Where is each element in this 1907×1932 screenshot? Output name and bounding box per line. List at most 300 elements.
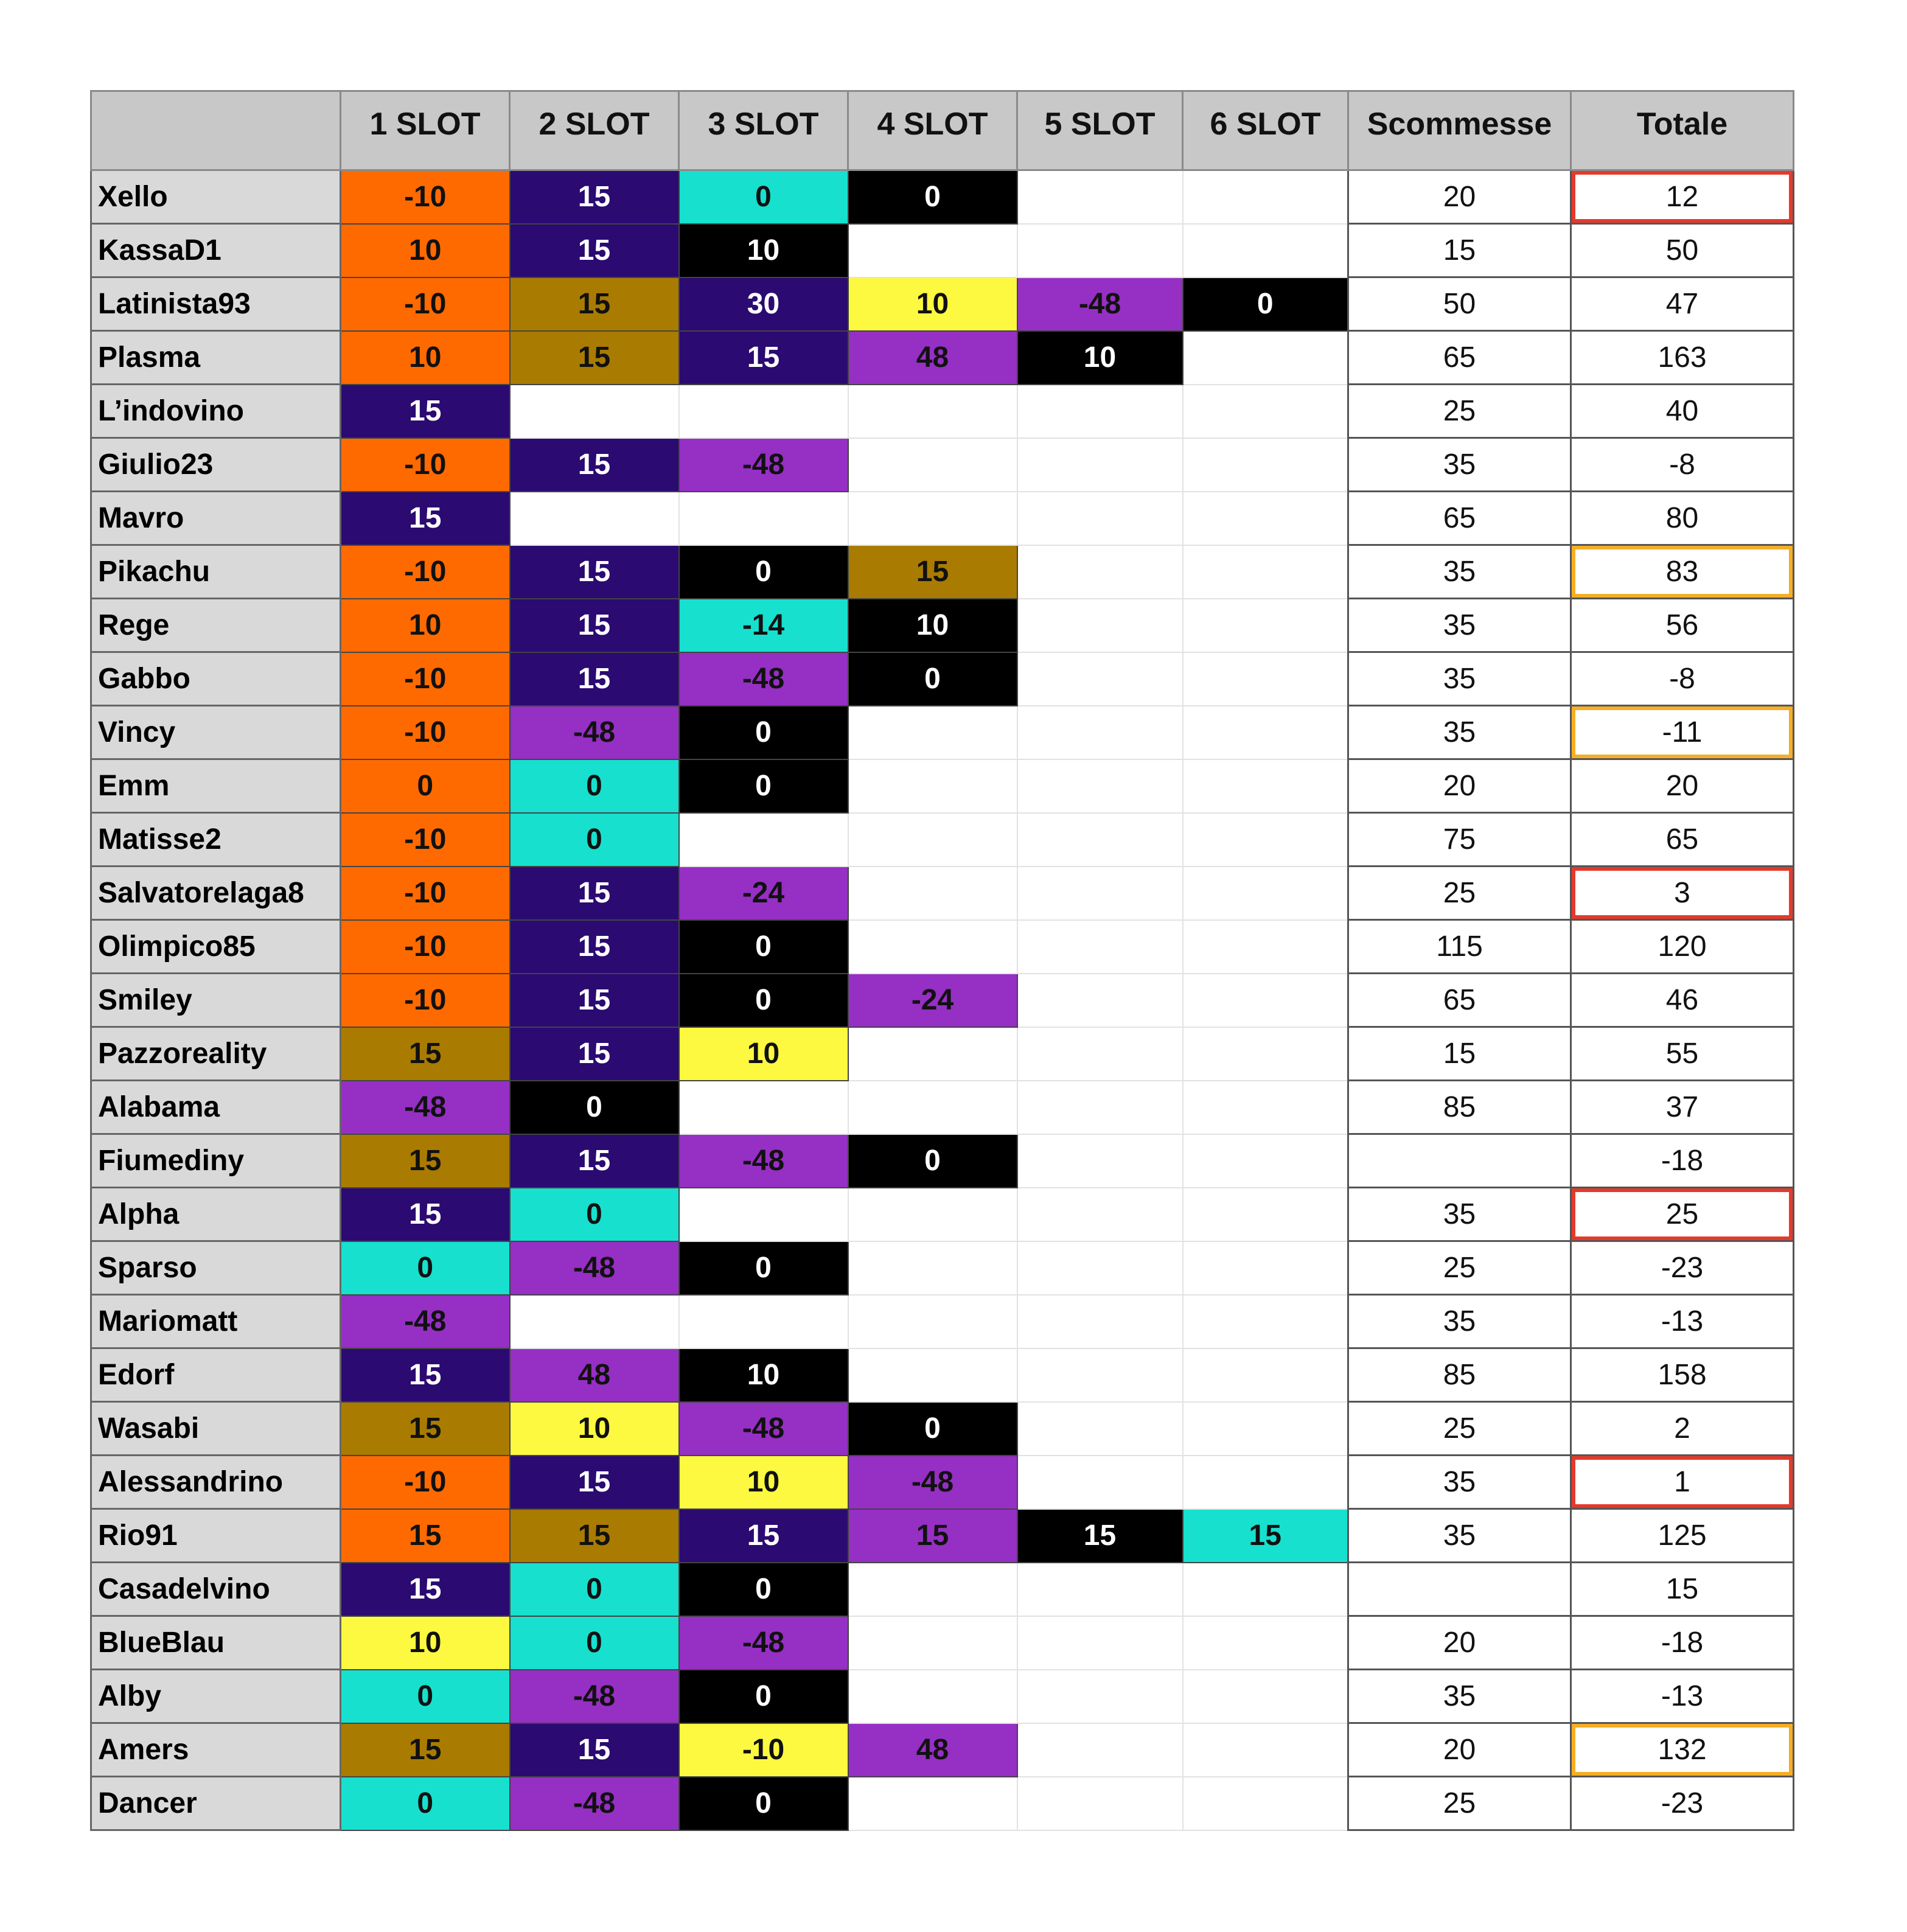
slot-2-cell[interactable]: 48 xyxy=(510,1348,679,1402)
slot-4-cell[interactable]: -24 xyxy=(848,974,1017,1027)
player-name[interactable]: KassaD1 xyxy=(91,224,341,277)
slot-5-cell[interactable]: 10 xyxy=(1017,331,1183,385)
slot-4-cell[interactable] xyxy=(848,813,1017,867)
scommesse-cell[interactable]: 75 xyxy=(1348,813,1571,867)
slot-2-cell[interactable]: 15 xyxy=(510,920,679,974)
slot-4-cell[interactable] xyxy=(848,1777,1017,1830)
slot-6-cell[interactable] xyxy=(1183,1402,1348,1456)
player-name[interactable]: Pikachu xyxy=(91,545,341,599)
player-name[interactable]: Sparso xyxy=(91,1241,341,1295)
scommesse-cell[interactable]: 15 xyxy=(1348,224,1571,277)
slot-2-cell[interactable]: 0 xyxy=(510,759,679,813)
slot-5-cell[interactable] xyxy=(1017,1777,1183,1830)
slot-3-cell[interactable]: 0 xyxy=(679,1563,848,1616)
slot-2-cell[interactable]: 0 xyxy=(510,1081,679,1134)
slot-3-cell[interactable]: 0 xyxy=(679,1241,848,1295)
slot-4-cell[interactable] xyxy=(848,385,1017,438)
slot-4-cell[interactable]: 10 xyxy=(848,599,1017,652)
player-name[interactable]: Edorf xyxy=(91,1348,341,1402)
slot-3-cell[interactable] xyxy=(679,492,848,545)
scommesse-cell[interactable]: 65 xyxy=(1348,974,1571,1027)
slot-6-cell[interactable] xyxy=(1183,331,1348,385)
totale-cell[interactable]: 56 xyxy=(1571,599,1794,652)
slot-2-cell[interactable]: 15 xyxy=(510,974,679,1027)
player-name[interactable]: Matisse2 xyxy=(91,813,341,867)
slot-2-cell[interactable]: 15 xyxy=(510,277,679,331)
slot-5-cell[interactable] xyxy=(1017,706,1183,759)
slot-5-cell[interactable] xyxy=(1017,652,1183,706)
player-name[interactable]: Wasabi xyxy=(91,1402,341,1456)
slot-5-cell[interactable] xyxy=(1017,867,1183,920)
slot-3-cell[interactable]: 15 xyxy=(679,331,848,385)
slot-2-cell[interactable]: 0 xyxy=(510,1563,679,1616)
player-name[interactable]: Latinista93 xyxy=(91,277,341,331)
slot-6-cell[interactable] xyxy=(1183,1616,1348,1670)
header-slot-3: 3 SLOT xyxy=(679,91,848,170)
scommesse-cell[interactable]: 85 xyxy=(1348,1348,1571,1402)
slot-5-cell[interactable] xyxy=(1017,599,1183,652)
slot-2-cell[interactable]: 15 xyxy=(510,1509,679,1563)
slot-6-cell[interactable] xyxy=(1183,1563,1348,1616)
slot-5-cell[interactable] xyxy=(1017,385,1183,438)
player-name[interactable]: Alessandrino xyxy=(91,1456,341,1509)
slot-2-cell[interactable]: 15 xyxy=(510,1456,679,1509)
scommesse-cell[interactable]: 35 xyxy=(1348,706,1571,759)
slot-3-cell[interactable] xyxy=(679,1295,848,1348)
slot-5-cell[interactable] xyxy=(1017,813,1183,867)
slot-5-cell[interactable]: -48 xyxy=(1017,277,1183,331)
slot-6-cell[interactable] xyxy=(1183,1241,1348,1295)
slot-1-cell[interactable]: -10 xyxy=(341,438,510,492)
slot-6-cell[interactable] xyxy=(1183,920,1348,974)
slot-1-cell[interactable]: 0 xyxy=(341,1670,510,1723)
player-name[interactable]: Rege xyxy=(91,599,341,652)
totale-cell[interactable]: 1 xyxy=(1571,1456,1794,1509)
slot-3-cell[interactable] xyxy=(679,1081,848,1134)
scommesse-cell[interactable]: 35 xyxy=(1348,1295,1571,1348)
totale-cell[interactable]: 80 xyxy=(1571,492,1794,545)
slot-5-cell[interactable] xyxy=(1017,1295,1183,1348)
slot-2-cell[interactable] xyxy=(510,385,679,438)
slot-1-cell[interactable]: -10 xyxy=(341,813,510,867)
slot-1-cell[interactable]: 0 xyxy=(341,1777,510,1830)
slot-1-cell[interactable]: 10 xyxy=(341,331,510,385)
slot-3-cell[interactable]: 0 xyxy=(679,1670,848,1723)
slot-2-cell[interactable]: 15 xyxy=(510,867,679,920)
totale-cell[interactable]: 132 xyxy=(1571,1723,1794,1777)
scommesse-cell[interactable]: 35 xyxy=(1348,545,1571,599)
header-slot-2: 2 SLOT xyxy=(510,91,679,170)
slot-4-cell[interactable] xyxy=(848,706,1017,759)
slot-6-cell[interactable] xyxy=(1183,652,1348,706)
totale-cell[interactable]: 163 xyxy=(1571,331,1794,385)
slot-3-cell[interactable]: 0 xyxy=(679,170,848,224)
slot-6-cell[interactable] xyxy=(1183,438,1348,492)
slot-6-cell[interactable] xyxy=(1183,224,1348,277)
slot-5-cell[interactable] xyxy=(1017,1241,1183,1295)
slot-2-cell[interactable]: 15 xyxy=(510,331,679,385)
scommesse-cell[interactable]: 65 xyxy=(1348,331,1571,385)
slot-4-cell[interactable]: 48 xyxy=(848,331,1017,385)
player-name[interactable]: Pazzoreality xyxy=(91,1027,341,1081)
slot-1-cell[interactable]: 15 xyxy=(341,1402,510,1456)
slot-1-cell[interactable]: 15 xyxy=(341,1348,510,1402)
slot-5-cell[interactable] xyxy=(1017,1723,1183,1777)
slot-1-cell[interactable]: -10 xyxy=(341,170,510,224)
slot-4-cell[interactable] xyxy=(848,1670,1017,1723)
slot-2-cell[interactable]: 0 xyxy=(510,1188,679,1241)
slot-4-cell[interactable]: 0 xyxy=(848,1402,1017,1456)
player-name[interactable]: Dancer xyxy=(91,1777,341,1830)
slot-3-cell[interactable]: -10 xyxy=(679,1723,848,1777)
slot-2-cell[interactable]: 15 xyxy=(510,1723,679,1777)
totale-cell[interactable]: 25 xyxy=(1571,1188,1794,1241)
slot-6-cell[interactable] xyxy=(1183,1456,1348,1509)
slot-1-cell[interactable]: 15 xyxy=(341,492,510,545)
slot-1-cell[interactable]: -10 xyxy=(341,277,510,331)
slot-5-cell[interactable] xyxy=(1017,1348,1183,1402)
scommesse-cell[interactable] xyxy=(1348,1563,1571,1616)
slot-2-cell[interactable]: 15 xyxy=(510,170,679,224)
scommesse-cell[interactable]: 25 xyxy=(1348,867,1571,920)
slot-4-cell[interactable] xyxy=(848,492,1017,545)
slot-6-cell[interactable] xyxy=(1183,1188,1348,1241)
slot-3-cell[interactable]: 0 xyxy=(679,920,848,974)
slot-5-cell[interactable]: 15 xyxy=(1017,1509,1183,1563)
slot-6-cell[interactable] xyxy=(1183,1348,1348,1402)
slot-2-cell[interactable]: 15 xyxy=(510,438,679,492)
slot-5-cell[interactable] xyxy=(1017,1027,1183,1081)
slot-6-cell[interactable]: 0 xyxy=(1183,277,1348,331)
slot-5-cell[interactable] xyxy=(1017,920,1183,974)
slot-4-cell[interactable] xyxy=(848,920,1017,974)
totale-cell[interactable]: -18 xyxy=(1571,1616,1794,1670)
slot-4-cell[interactable]: 0 xyxy=(848,170,1017,224)
slot-5-cell[interactable] xyxy=(1017,545,1183,599)
slot-6-cell[interactable] xyxy=(1183,706,1348,759)
scommesse-cell[interactable]: 25 xyxy=(1348,1241,1571,1295)
slot-2-cell[interactable]: 15 xyxy=(510,599,679,652)
slot-1-cell[interactable]: 15 xyxy=(341,1134,510,1188)
slot-1-cell[interactable]: 15 xyxy=(341,1723,510,1777)
slot-3-cell[interactable]: -24 xyxy=(679,867,848,920)
slot-5-cell[interactable] xyxy=(1017,438,1183,492)
player-name[interactable]: Plasma xyxy=(91,331,341,385)
scoreboard-sheet xyxy=(90,90,1794,1831)
slot-4-cell[interactable] xyxy=(848,1081,1017,1134)
player-name[interactable]: Giulio23 xyxy=(91,438,341,492)
scommesse-cell[interactable]: 15 xyxy=(1348,1027,1571,1081)
slot-4-cell[interactable] xyxy=(848,1295,1017,1348)
totale-cell[interactable]: 65 xyxy=(1571,813,1794,867)
header-corner xyxy=(91,91,341,170)
scommesse-cell[interactable]: 35 xyxy=(1348,1509,1571,1563)
slot-6-cell[interactable] xyxy=(1183,1295,1348,1348)
slot-1-cell[interactable]: -48 xyxy=(341,1295,510,1348)
slot-4-cell[interactable] xyxy=(848,1348,1017,1402)
player-name[interactable]: Mavro xyxy=(91,492,341,545)
player-name[interactable]: Alabama xyxy=(91,1081,341,1134)
slot-2-cell[interactable] xyxy=(510,1295,679,1348)
scommesse-cell[interactable]: 35 xyxy=(1348,1670,1571,1723)
slot-5-cell[interactable] xyxy=(1017,1670,1183,1723)
slot-2-cell[interactable]: 0 xyxy=(510,813,679,867)
player-name[interactable]: Alby xyxy=(91,1670,341,1723)
header-scommesse: Scommesse xyxy=(1348,91,1571,170)
totale-cell[interactable]: 158 xyxy=(1571,1348,1794,1402)
slot-2-cell[interactable]: -48 xyxy=(510,1670,679,1723)
slot-1-cell[interactable]: -10 xyxy=(341,706,510,759)
slot-4-cell[interactable] xyxy=(848,438,1017,492)
slot-5-cell[interactable] xyxy=(1017,974,1183,1027)
slot-4-cell[interactable] xyxy=(848,759,1017,813)
table-row xyxy=(91,1241,1794,1295)
table-row xyxy=(91,1134,1794,1188)
table-row xyxy=(91,170,1794,224)
table-row xyxy=(91,867,1794,920)
slot-4-cell[interactable] xyxy=(848,1027,1017,1081)
slot-4-cell[interactable]: 10 xyxy=(848,277,1017,331)
slot-2-cell[interactable]: 15 xyxy=(510,224,679,277)
scommesse-cell[interactable]: 85 xyxy=(1348,1081,1571,1134)
totale-cell[interactable]: 47 xyxy=(1571,277,1794,331)
totale-cell[interactable]: -8 xyxy=(1571,438,1794,492)
slot-1-cell[interactable]: 15 xyxy=(341,1027,510,1081)
slot-3-cell[interactable] xyxy=(679,1188,848,1241)
slot-6-cell[interactable] xyxy=(1183,867,1348,920)
table-row xyxy=(91,652,1794,706)
player-name[interactable]: Rio91 xyxy=(91,1509,341,1563)
slot-6-cell[interactable] xyxy=(1183,385,1348,438)
slot-6-cell[interactable] xyxy=(1183,1777,1348,1830)
slot-5-cell[interactable] xyxy=(1017,1616,1183,1670)
scommesse-cell[interactable] xyxy=(1348,1134,1571,1188)
slot-5-cell[interactable] xyxy=(1017,492,1183,545)
slot-3-cell[interactable] xyxy=(679,813,848,867)
slot-1-cell[interactable]: 15 xyxy=(341,1188,510,1241)
player-name[interactable]: BlueBlau xyxy=(91,1616,341,1670)
totale-cell[interactable]: -11 xyxy=(1571,706,1794,759)
slot-3-cell[interactable]: 0 xyxy=(679,706,848,759)
slot-4-cell[interactable] xyxy=(848,1188,1017,1241)
slot-6-cell[interactable] xyxy=(1183,170,1348,224)
slot-5-cell[interactable] xyxy=(1017,1081,1183,1134)
totale-cell[interactable]: 83 xyxy=(1571,545,1794,599)
player-name[interactable]: Casadelvino xyxy=(91,1563,341,1616)
slot-1-cell[interactable]: -10 xyxy=(341,652,510,706)
totale-cell[interactable]: 15 xyxy=(1571,1563,1794,1616)
table-row xyxy=(91,1027,1794,1081)
slot-6-cell[interactable] xyxy=(1183,813,1348,867)
slot-3-cell[interactable]: -48 xyxy=(679,1616,848,1670)
slot-4-cell[interactable] xyxy=(848,1616,1017,1670)
player-name[interactable]: Smiley xyxy=(91,974,341,1027)
slot-4-cell[interactable] xyxy=(848,224,1017,277)
scommesse-cell[interactable]: 115 xyxy=(1348,920,1571,974)
scommesse-cell[interactable]: 20 xyxy=(1348,1616,1571,1670)
slot-1-cell[interactable]: -10 xyxy=(341,974,510,1027)
player-name[interactable]: Olimpico85 xyxy=(91,920,341,974)
player-name[interactable]: Xello xyxy=(91,170,341,224)
slot-3-cell[interactable]: 30 xyxy=(679,277,848,331)
slot-3-cell[interactable]: 15 xyxy=(679,1509,848,1563)
totale-cell[interactable]: -13 xyxy=(1571,1670,1794,1723)
slot-1-cell[interactable]: 15 xyxy=(341,1509,510,1563)
totale-cell[interactable]: -8 xyxy=(1571,652,1794,706)
player-name[interactable]: Salvatorelaga8 xyxy=(91,867,341,920)
slot-6-cell[interactable]: 15 xyxy=(1183,1509,1348,1563)
slot-1-cell[interactable]: 10 xyxy=(341,1616,510,1670)
totale-cell[interactable]: 12 xyxy=(1571,170,1794,224)
slot-1-cell[interactable]: -10 xyxy=(341,1456,510,1509)
slot-2-cell[interactable]: 15 xyxy=(510,545,679,599)
slot-3-cell[interactable]: 10 xyxy=(679,1348,848,1402)
totale-cell[interactable]: 46 xyxy=(1571,974,1794,1027)
totale-cell[interactable]: 3 xyxy=(1571,867,1794,920)
player-name[interactable]: Alpha xyxy=(91,1188,341,1241)
slot-3-cell[interactable]: 0 xyxy=(679,1777,848,1830)
slot-5-cell[interactable] xyxy=(1017,1456,1183,1509)
slot-1-cell[interactable]: 10 xyxy=(341,599,510,652)
slot-6-cell[interactable] xyxy=(1183,1027,1348,1081)
slot-6-cell[interactable] xyxy=(1183,1723,1348,1777)
totale-cell[interactable]: -18 xyxy=(1571,1134,1794,1188)
scommesse-cell[interactable]: 50 xyxy=(1348,277,1571,331)
slot-3-cell[interactable]: 10 xyxy=(679,1456,848,1509)
slot-2-cell[interactable]: -48 xyxy=(510,1241,679,1295)
player-name[interactable]: Fiumediny xyxy=(91,1134,341,1188)
player-name[interactable]: Emm xyxy=(91,759,341,813)
slot-3-cell[interactable]: -48 xyxy=(679,1134,848,1188)
totale-cell[interactable]: -23 xyxy=(1571,1777,1794,1830)
slot-6-cell[interactable] xyxy=(1183,599,1348,652)
slot-6-cell[interactable] xyxy=(1183,974,1348,1027)
scommesse-cell[interactable]: 20 xyxy=(1348,170,1571,224)
slot-1-cell[interactable]: -48 xyxy=(341,1081,510,1134)
totale-cell[interactable]: -23 xyxy=(1571,1241,1794,1295)
scommesse-cell[interactable]: 35 xyxy=(1348,652,1571,706)
slot-6-cell[interactable] xyxy=(1183,1670,1348,1723)
scommesse-cell[interactable]: 35 xyxy=(1348,1188,1571,1241)
slot-3-cell[interactable]: -14 xyxy=(679,599,848,652)
slot-1-cell[interactable]: 10 xyxy=(341,224,510,277)
player-name[interactable]: L’indovino xyxy=(91,385,341,438)
scommesse-cell[interactable]: 65 xyxy=(1348,492,1571,545)
table-row xyxy=(91,1777,1794,1830)
slot-2-cell[interactable]: 10 xyxy=(510,1402,679,1456)
slot-2-cell[interactable]: 15 xyxy=(510,652,679,706)
slot-1-cell[interactable]: -10 xyxy=(341,867,510,920)
slot-5-cell[interactable] xyxy=(1017,1134,1183,1188)
slot-3-cell[interactable]: 0 xyxy=(679,759,848,813)
slot-2-cell[interactable]: 0 xyxy=(510,1616,679,1670)
slot-3-cell[interactable] xyxy=(679,385,848,438)
slot-1-cell[interactable]: 15 xyxy=(341,385,510,438)
slot-4-cell[interactable] xyxy=(848,1563,1017,1616)
slot-1-cell[interactable]: 0 xyxy=(341,759,510,813)
slot-2-cell[interactable]: -48 xyxy=(510,706,679,759)
scommesse-cell[interactable]: 25 xyxy=(1348,385,1571,438)
slot-3-cell[interactable]: 10 xyxy=(679,1027,848,1081)
header-row xyxy=(91,91,1794,170)
totale-cell[interactable]: -13 xyxy=(1571,1295,1794,1348)
player-name[interactable]: Vincy xyxy=(91,706,341,759)
table-row xyxy=(91,974,1794,1027)
slot-4-cell[interactable]: 0 xyxy=(848,1134,1017,1188)
slot-5-cell[interactable] xyxy=(1017,224,1183,277)
totale-cell[interactable]: 50 xyxy=(1571,224,1794,277)
totale-cell[interactable]: 55 xyxy=(1571,1027,1794,1081)
scommesse-cell[interactable]: 35 xyxy=(1348,599,1571,652)
slot-5-cell[interactable] xyxy=(1017,170,1183,224)
table-row xyxy=(91,706,1794,759)
slot-2-cell[interactable]: 15 xyxy=(510,1134,679,1188)
totale-cell[interactable]: 120 xyxy=(1571,920,1794,974)
slot-5-cell[interactable] xyxy=(1017,1402,1183,1456)
slot-3-cell[interactable]: -48 xyxy=(679,652,848,706)
scoreboard-table xyxy=(90,90,1794,1831)
table-row xyxy=(91,1456,1794,1509)
slot-4-cell[interactable]: -48 xyxy=(848,1456,1017,1509)
table-row xyxy=(91,1563,1794,1616)
slot-6-cell[interactable] xyxy=(1183,545,1348,599)
totale-cell[interactable]: 125 xyxy=(1571,1509,1794,1563)
table-row xyxy=(91,492,1794,545)
slot-6-cell[interactable] xyxy=(1183,759,1348,813)
slot-6-cell[interactable] xyxy=(1183,1081,1348,1134)
slot-5-cell[interactable] xyxy=(1017,1563,1183,1616)
player-name[interactable]: Gabbo xyxy=(91,652,341,706)
slot-4-cell[interactable] xyxy=(848,1241,1017,1295)
slot-3-cell[interactable]: 0 xyxy=(679,974,848,1027)
slot-1-cell[interactable]: -10 xyxy=(341,920,510,974)
slot-4-cell[interactable]: 48 xyxy=(848,1723,1017,1777)
totale-cell[interactable]: 2 xyxy=(1571,1402,1794,1456)
slot-3-cell[interactable]: -48 xyxy=(679,1402,848,1456)
scommesse-cell[interactable]: 20 xyxy=(1348,1723,1571,1777)
slot-1-cell[interactable]: 0 xyxy=(341,1241,510,1295)
table-row xyxy=(91,224,1794,277)
slot-6-cell[interactable] xyxy=(1183,1134,1348,1188)
slot-2-cell[interactable] xyxy=(510,492,679,545)
totale-cell[interactable]: 37 xyxy=(1571,1081,1794,1134)
slot-4-cell[interactable]: 15 xyxy=(848,1509,1017,1563)
slot-6-cell[interactable] xyxy=(1183,492,1348,545)
slot-4-cell[interactable]: 0 xyxy=(848,652,1017,706)
scommesse-cell[interactable]: 35 xyxy=(1348,1456,1571,1509)
scommesse-cell[interactable]: 20 xyxy=(1348,759,1571,813)
slot-1-cell[interactable]: -10 xyxy=(341,545,510,599)
slot-3-cell[interactable]: -48 xyxy=(679,438,848,492)
table-row xyxy=(91,599,1794,652)
totale-cell[interactable]: 40 xyxy=(1571,385,1794,438)
slot-4-cell[interactable] xyxy=(848,867,1017,920)
slot-4-cell[interactable]: 15 xyxy=(848,545,1017,599)
slot-2-cell[interactable]: 15 xyxy=(510,1027,679,1081)
slot-3-cell[interactable]: 10 xyxy=(679,224,848,277)
slot-2-cell[interactable]: -48 xyxy=(510,1777,679,1830)
slot-5-cell[interactable] xyxy=(1017,1188,1183,1241)
slot-1-cell[interactable]: 15 xyxy=(341,1563,510,1616)
player-name[interactable]: Amers xyxy=(91,1723,341,1777)
slot-3-cell[interactable]: 0 xyxy=(679,545,848,599)
scommesse-cell[interactable]: 25 xyxy=(1348,1402,1571,1456)
scommesse-cell[interactable]: 25 xyxy=(1348,1777,1571,1830)
totale-cell[interactable]: 20 xyxy=(1571,759,1794,813)
scommesse-cell[interactable]: 35 xyxy=(1348,438,1571,492)
player-name[interactable]: Mariomatt xyxy=(91,1295,341,1348)
slot-5-cell[interactable] xyxy=(1017,759,1183,813)
